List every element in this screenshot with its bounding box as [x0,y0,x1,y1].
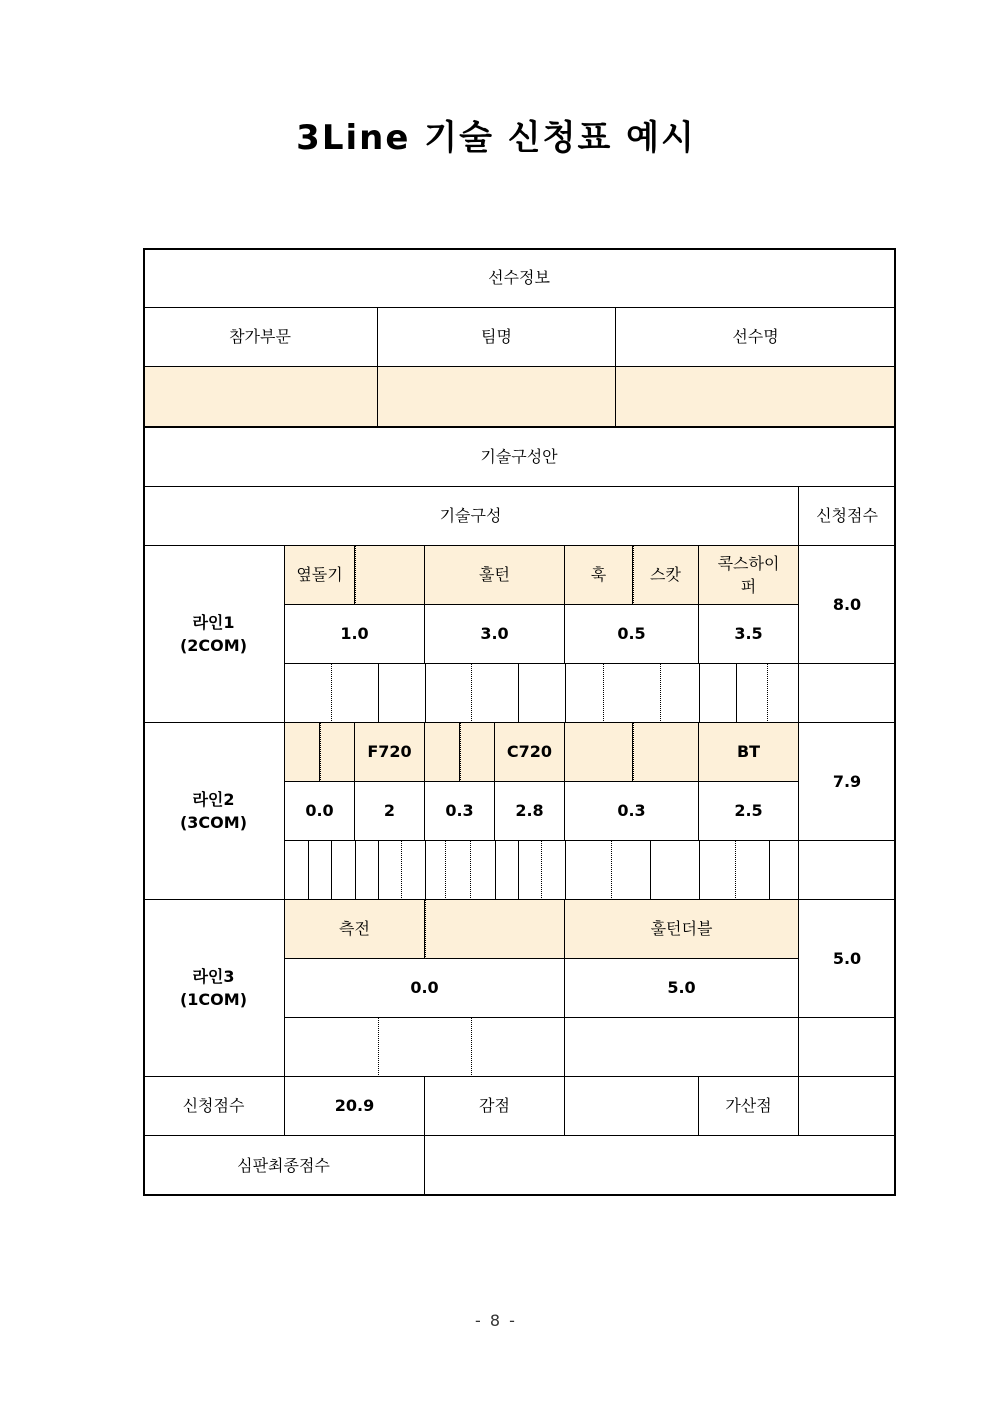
line3-label: 라인3 (1COM) [143,900,285,1077]
line3-blank-row [285,1018,565,1077]
team-column-header: 팀명 [378,308,616,367]
line1-value-cell: 0.5 [565,605,699,664]
line1-value-cell: 1.0 [285,605,425,664]
dotted-divider [603,664,604,723]
dotted-divider [633,546,634,605]
line2-value-cell: 0.3 [565,782,699,841]
dotted-divider [331,664,332,723]
dotted-divider [425,900,426,959]
solid-divider [699,664,700,723]
line3-blank-score [799,1018,896,1077]
line2-skill-cell [285,723,320,782]
dotted-divider [735,841,736,900]
deduction-label: 감점 [425,1077,565,1136]
dotted-divider [633,723,634,782]
plan-header: 기술구성안 [143,427,896,487]
line2-skill-cell [565,723,633,782]
applied-score-label: 신청점수 [143,1077,285,1136]
solid-divider [565,841,566,900]
solid-divider [699,841,700,900]
line2-skill-cell [320,723,355,782]
line2-value-cell: 0.3 [425,782,495,841]
solid-divider [518,841,519,900]
line2-skill-cell [633,723,699,782]
page-number: - 8 - [475,1311,517,1330]
line1-skill-cell: 훌턴 [425,546,565,605]
player-input-cell[interactable] [616,367,896,427]
technique-application-table [143,248,896,1196]
division-column-header: 참가부문 [143,308,378,367]
solid-divider [495,841,496,900]
line2-score: 7.9 [799,723,896,841]
dotted-divider [401,841,402,900]
solid-divider [378,664,379,723]
line2-skill-cell: F720 [355,723,425,782]
solid-divider [331,841,332,900]
score-column-header: 신청점수 [799,487,896,546]
line1-skill-cell: 스캇 [633,546,699,605]
solid-divider [308,841,309,900]
line1-label: 라인1 (2COM) [143,546,285,723]
line3-blank-row [565,1018,799,1077]
line3-skill-cell: 훌턴더블 [565,900,799,959]
bonus-label: 가산점 [699,1077,799,1136]
line3-value-cell: 0.0 [285,959,565,1018]
line2-label: 라인2 (3COM) [143,723,285,900]
line1-skill-cell [355,546,425,605]
line2-skill-cell: C720 [495,723,565,782]
line3-skill-cell: 측전 [285,900,425,959]
final-score-value[interactable] [425,1136,896,1196]
line1-score: 8.0 [799,546,896,664]
team-input-cell[interactable] [378,367,616,427]
dotted-divider [445,841,446,900]
dotted-divider [660,664,661,723]
applied-score-value: 20.9 [285,1077,425,1136]
solid-divider [378,841,379,900]
player-column-header: 선수명 [616,308,896,367]
line1-blank-row [285,664,799,723]
line3-value-cell: 5.0 [565,959,799,1018]
solid-divider [355,841,356,900]
line3-skill-cell [425,900,565,959]
dotted-divider [471,664,472,723]
document-title: 3Line 기술 신청표 예시 [296,118,696,158]
line2-blank-score [799,841,896,900]
dotted-divider [611,841,612,900]
solid-divider [565,664,566,723]
solid-divider [736,664,737,723]
line2-skill-cell [425,723,460,782]
line2-value-cell: 0.0 [285,782,355,841]
line2-skill-cell: BT [699,723,799,782]
line1-value-cell: 3.0 [425,605,565,664]
bonus-value[interactable] [799,1077,896,1136]
solid-divider [650,841,651,900]
line1-blank-score [799,664,896,723]
line3-score: 5.0 [799,900,896,1018]
dotted-divider [471,1018,472,1077]
line2-value-cell: 2.8 [495,782,565,841]
dotted-divider [767,664,768,723]
line2-skill-cell [460,723,495,782]
dotted-divider [320,723,321,782]
dotted-divider [378,1018,379,1077]
composition-header: 기술구성 [143,487,799,546]
line2-value-cell: 2.5 [699,782,799,841]
line1-skill-cell: 콕스하이 퍼 [699,546,799,605]
deduction-value[interactable] [565,1077,699,1136]
solid-divider [425,841,426,900]
player-info-header: 선수정보 [143,248,896,308]
line1-value-cell: 3.5 [699,605,799,664]
solid-divider [769,841,770,900]
division-input-cell[interactable] [143,367,378,427]
line2-blank-row [285,841,799,900]
line2-value-cell: 2 [355,782,425,841]
dotted-divider [355,546,356,605]
final-score-label: 심판최종점수 [143,1136,425,1196]
line1-skill-cell: 훅 [565,546,633,605]
solid-divider [425,664,426,723]
dotted-divider [541,841,542,900]
line1-skill-cell: 옆돌기 [285,546,355,605]
solid-divider [518,664,519,723]
dotted-divider [460,723,461,782]
dotted-divider [470,841,471,900]
section-separator [143,426,896,428]
